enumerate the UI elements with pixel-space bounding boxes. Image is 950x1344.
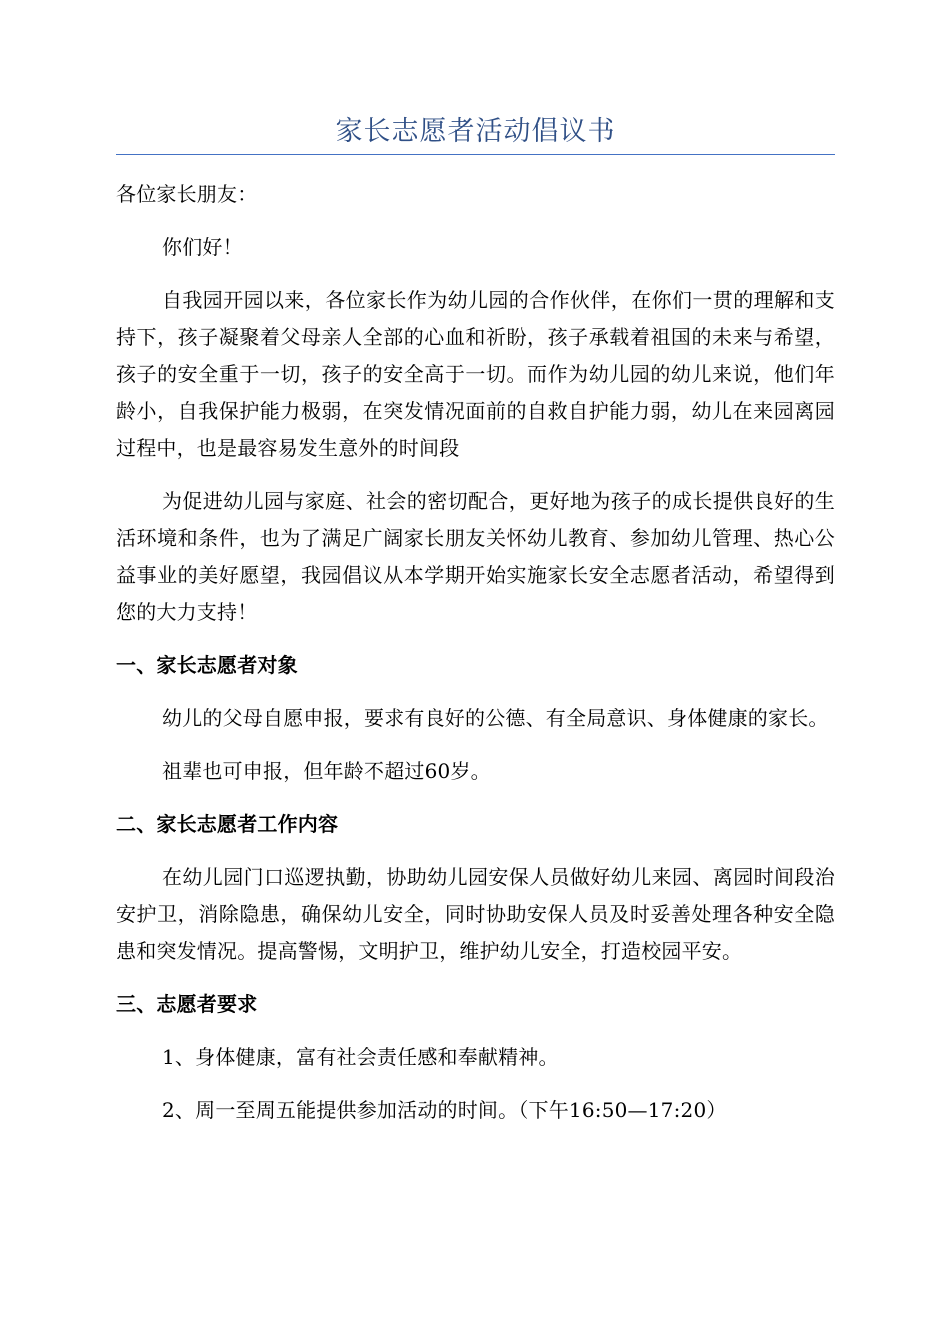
- section-heading: 一、家长志愿者对象: [116, 653, 298, 677]
- intro-paragraph: 自我园开园以来，各位家长作为幼儿园的合作伙伴，在你们一贯的理解和支持下，孩子凝聚着父母亲人全部的心血和祈盼，孩子承载着祖国的未来与希望，孩子的安全重于一切，孩子的安全高于一切。而作为幼儿园的幼儿来说，他们年龄小，自我保护能力极弱，在突发情况面前的自救自护能力弱，幼儿在来园离园过程中，也是最容易发生意外的时间段: [116, 288, 835, 460]
- section-list-item: 2、周一至周五能提供参加活动的时间。（下午16:50—17:20）: [162, 1098, 727, 1122]
- document-body: [116, 176, 835, 1145]
- section-paragraph: 在幼儿园门口巡逻执勤，协助幼儿园安保人员做好幼儿来园、离园时间段治安护卫，消除隐患，确保幼儿安全，同时协助安保人员及时妥善处理各种安全隐患和突发情况。提高警惕，文明护卫，维护幼儿安全，打造校园平安。: [116, 865, 835, 963]
- section-paragraph: 幼儿的父母自愿申报，要求有良好的公德、有全局意识、身体健康的家长。: [162, 706, 829, 730]
- intro-paragraph: 为促进幼儿园与家庭、社会的密切配合，更好地为孩子的成长提供良好的生活环境和条件，也为了满足广阔家长朋友关怀幼儿教育、参加幼儿管理、热心公益事业的美好愿望，我园倡议从本学期开始实施家长安全志愿者活动，希望得到您的大力支持！: [116, 489, 835, 624]
- salutation: 各位家长朋友：: [116, 182, 258, 206]
- title-underline: [116, 154, 835, 155]
- section-heading: 三、志愿者要求: [116, 992, 258, 1016]
- document-title: 家长志愿者活动倡议书: [335, 116, 616, 147]
- section-heading: 二、家长志愿者工作内容: [116, 812, 339, 836]
- greeting: 你们好！: [162, 235, 243, 259]
- section-list-item: 1、身体健康，富有社会责任感和奉献精神。: [162, 1045, 559, 1069]
- section-paragraph: 祖辈也可申报，但年龄不超过60岁。: [162, 759, 491, 783]
